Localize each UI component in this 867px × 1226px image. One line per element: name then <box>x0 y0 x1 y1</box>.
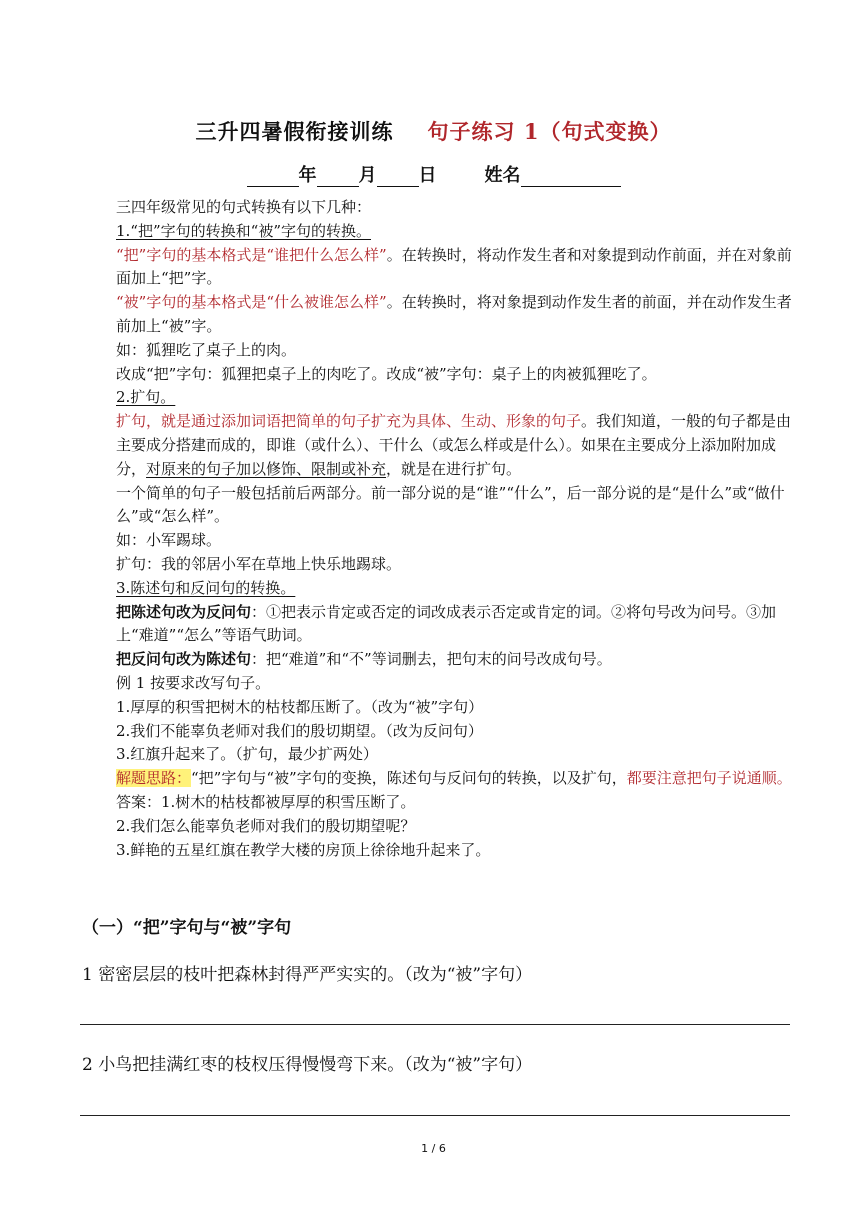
s2-answer: 扩句：我的邻居小军在草地上快乐地踢球。 <box>116 554 402 573</box>
title-main: 三升四暑假衔接训练 <box>195 119 394 144</box>
tip-text: “把”字句与“被”字句的变换，陈述句与反问句的转换，以及扩句， <box>191 769 627 788</box>
day-label: 日 <box>418 165 437 186</box>
answer-3: 3.鲜艳的五星红旗在教学大楼的房顶上徐徐地升起来了。 <box>116 840 491 859</box>
name-blank[interactable] <box>521 168 621 187</box>
year-blank[interactable] <box>247 168 299 187</box>
s3-para-1 <box>82 601 792 649</box>
s2-heading-text: 2.扩句。 <box>116 388 176 407</box>
exercise-q2: 2 小鸟把挂满红枣的枝杈压得慢慢弯下来。（改为“被”字句） <box>82 1055 533 1075</box>
intro-text: 三四年级常见的句式转换有以下几种： <box>116 198 372 216</box>
lesson-body <box>82 196 792 862</box>
s2-para-2: 一个简单的句子一般包括前后两部分。前一部分说的是“谁”“什么”，后一部分说的是“是什么”或“做什么”或“怎么样”。 <box>116 483 785 526</box>
month-blank[interactable] <box>317 168 359 187</box>
month-label: 月 <box>358 165 377 186</box>
ba-rule-red: “把”字句的基本格式是“谁把什么怎么样” <box>116 245 387 264</box>
example-q1: 1.厚厚的积雪把树木的枯枝都压断了。（改为“被”字句） <box>116 697 484 716</box>
s2-rest-2: ，就是在进行扩句。 <box>386 459 522 478</box>
s2-underline: 对原来的句子加以修饰、限制或补充 <box>146 459 387 478</box>
answer-1: 答案：1.树木的枯枝都被厚厚的积雪压断了。 <box>116 792 416 811</box>
page-title <box>0 116 867 146</box>
bei-rule-rest: 。在转换时，将对象提到动作发生者的前面，并在动作发生者前加上“被”字。 <box>116 293 792 335</box>
title-sub: 句子练习 1（句式变换） <box>427 119 672 144</box>
s3-p2-bold: 把反问句改为陈述句 <box>116 650 252 669</box>
year-label: 年 <box>298 165 317 186</box>
name-label: 姓名 <box>484 165 521 186</box>
s1-example: 如：狐狸吃了桌子上的肉。 <box>116 340 297 359</box>
solution-tip <box>82 767 792 791</box>
s2-red: 扩句，就是通过添加词语把简单的句子扩充为具体、生动、形象的句子 <box>116 412 582 431</box>
example-q3: 3.红旗升起来了。（扩句，最少扩两处） <box>116 745 378 764</box>
s3-para-2 <box>82 648 792 672</box>
bei-rule-red: “被”字句的基本格式是“什么被谁怎么样” <box>116 293 387 312</box>
exercise-q1: 1 密密层层的枝叶把森林封得严严实实的。（改为“被”字句） <box>82 965 533 985</box>
section-2-heading <box>82 386 792 410</box>
page-number: 1 / 6 <box>421 1142 446 1155</box>
ba-rule-rest: 。在转换时，将动作发生者和对象提到动作前面，并在对象前面加上“把”字。 <box>116 245 792 288</box>
s1-answer: 改成“把”字句：狐狸把桌子上的肉吃了。改成“被”字句：桌子上的肉被狐狸吃了。 <box>116 364 657 383</box>
answer-line-1[interactable] <box>80 1024 790 1025</box>
s3-p2-rest: ：把“难道”和“不”等词删去，把句末的问号改成句号。 <box>251 650 612 669</box>
day-blank[interactable] <box>377 168 419 187</box>
s3-p1-rest: ：①把表示肯定或否定的词改成表示否定或肯定的词。②将句号改为问号。③加上“难道”“怎么”等语气助词。 <box>116 602 777 645</box>
s3-p1-bold: 把陈述句改为反问句 <box>116 602 252 621</box>
s2-example: 如：小军踢球。 <box>116 531 222 550</box>
ba-rule <box>82 244 792 292</box>
example-title: 例 1 按要求改写句子。 <box>116 673 271 692</box>
tip-label: 解题思路： <box>116 769 192 788</box>
section-one-heading: （一）“把”字句与“被”字句 <box>82 918 292 938</box>
date-name-line <box>0 161 867 187</box>
s2-rest-1: 。我们知道，一般的句子都是由主要成分搭建而成的，即谁（或什么）、干什么（或怎么样或是什么）。如果在主要成分上添加附加成分， <box>116 412 792 478</box>
s3-heading-text: 3.陈述句和反问句的转换。 <box>116 578 296 597</box>
example-q2: 2.我们不能辜负老师对我们的殷切期望。（改为反问句） <box>116 721 483 740</box>
answer-2: 2.我们怎么能辜负老师对我们的殷切期望呢？ <box>116 816 416 835</box>
answer-line-2[interactable] <box>80 1115 790 1116</box>
tip-red: 都要注意把句子说通顺。 <box>626 769 792 788</box>
bei-rule <box>82 291 792 339</box>
section-3-heading <box>82 577 792 601</box>
section-1-heading: 1.“把”字句的转换和“被”字句的转换。 <box>116 221 371 240</box>
s2-para-1 <box>82 410 792 481</box>
